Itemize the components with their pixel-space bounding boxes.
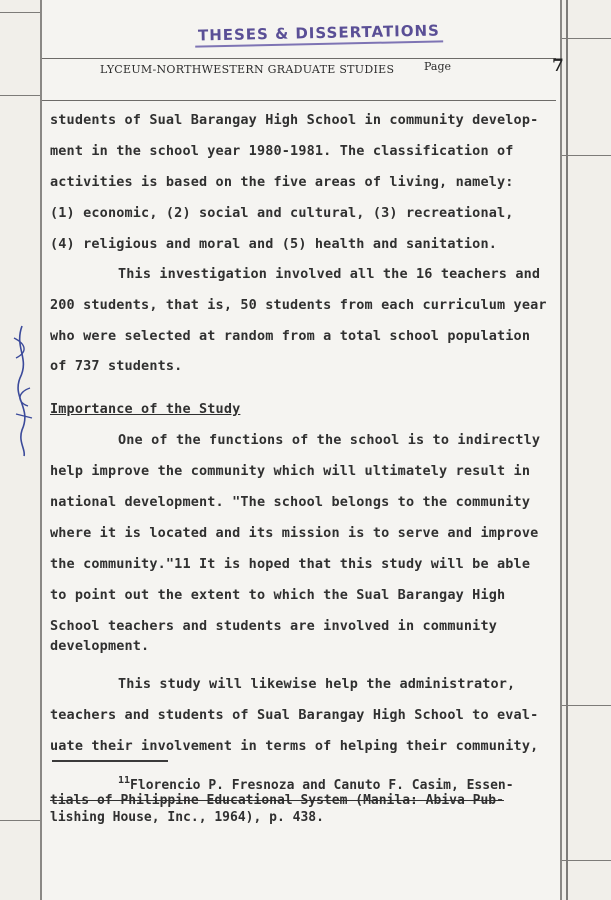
section-heading: Importance of the Study — [50, 401, 241, 417]
body-line: of 737 students. — [50, 358, 183, 374]
body-line: uate their involvement in terms of helping their community, — [50, 738, 539, 754]
header-rule-top — [42, 58, 556, 59]
outer-rule-left — [0, 820, 40, 821]
body-line: who were selected at random from a total school population — [50, 328, 531, 344]
theses-dissertations-stamp: THESES & DISSERTATIONS — [195, 21, 443, 47]
body-line: help improve the community which will ultimately result in — [50, 463, 531, 479]
outer-rule-vertical — [566, 0, 568, 900]
footnote-line: tials of Philippine Educational System (Manila: Abiva Pub- — [50, 793, 504, 808]
body-line: (4) religious and moral and (5) health and sanitation. — [50, 236, 497, 252]
handwritten-signature — [6, 318, 40, 458]
footnote-text: Florencio P. Fresnoza and Canuto F. Casim, Essen- — [130, 778, 514, 793]
header-title: LYCEUM-NORTHWESTERN GRADUATE STUDIES — [100, 63, 395, 76]
body-line: students of Sual Barangay High School in community develop- — [50, 112, 539, 128]
body-line: to point out the extent to which the Sual Barangay High — [50, 587, 506, 603]
footnote-rule — [52, 760, 168, 762]
outer-rule-left — [0, 95, 40, 96]
footnote-marker: 11 — [118, 775, 131, 786]
footnote-line — [118, 775, 514, 793]
body-line: teachers and students of Sual Barangay High School to eval- — [50, 707, 539, 723]
body-line: national development. "The school belongs to the community — [50, 494, 531, 510]
body-line: This investigation involved all the 16 teachers and — [118, 266, 541, 282]
page-number: 7 — [552, 56, 564, 76]
body-line: activities is based on the five areas of living, namely: — [50, 174, 514, 190]
body-line: 200 students, that is, 50 students from each curriculum year — [50, 297, 547, 313]
page-label: Page — [424, 60, 452, 73]
body-line: the community."11 It is hoped that this study will be able — [50, 556, 531, 572]
body-line: One of the functions of the school is to indirectly — [118, 432, 541, 448]
document-page — [40, 0, 562, 900]
body-line: ment in the school year 1980-1981. The classification of — [50, 143, 514, 159]
body-line: This study will likewise help the administrator, — [118, 676, 516, 692]
header-rule-bottom — [42, 100, 556, 101]
body-line: where it is located and its mission is to serve and improve — [50, 525, 539, 541]
body-line: (1) economic, (2) social and cultural, (3) recreational, — [50, 205, 514, 221]
footnote-line: lishing House, Inc., 1964), p. 438. — [50, 810, 324, 825]
body-line: School teachers and students are involved in community — [50, 618, 497, 634]
body-line: development. — [50, 638, 150, 654]
outer-rule-left — [0, 12, 40, 13]
